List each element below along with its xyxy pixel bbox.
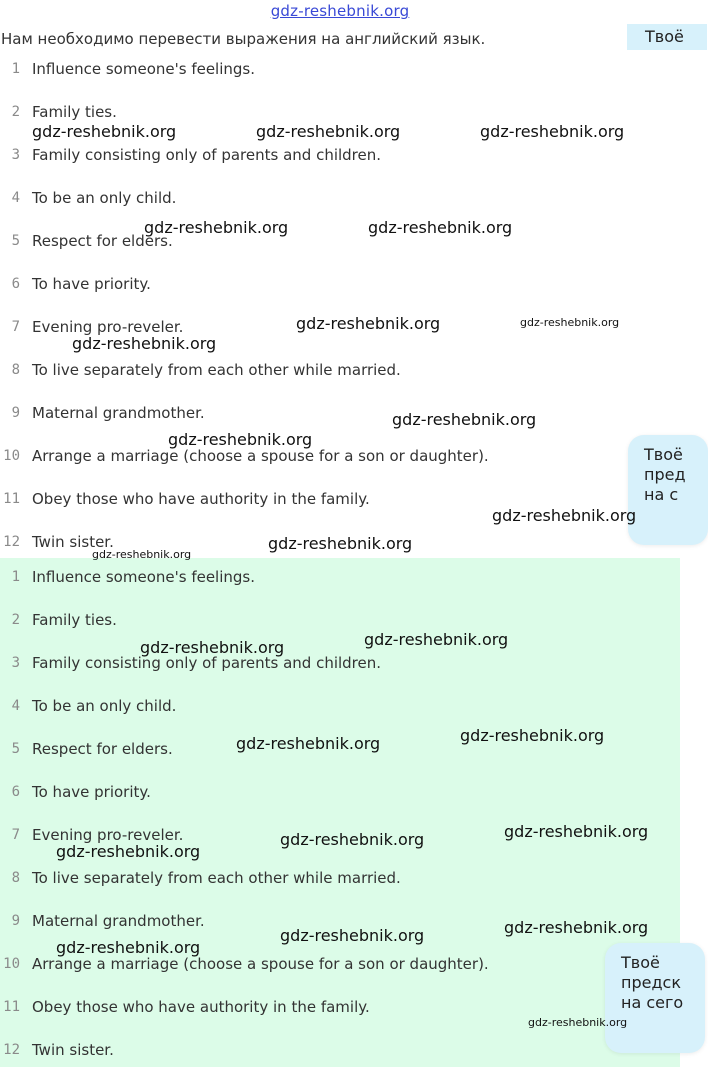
list-item [0, 644, 680, 687]
item-text: Twin sister. [32, 1041, 114, 1059]
item-text: Influence someone's feelings. [32, 568, 256, 586]
list-item [0, 773, 680, 816]
item-number: 3 [11, 655, 20, 671]
item-number: 4 [11, 190, 20, 206]
chat-bubble[interactable] [605, 943, 705, 1053]
watermark: gdz-reshebnik.org [268, 534, 413, 553]
list-item [0, 221, 680, 264]
task-instruction: Нам необходимо перевести выражения на английский язык. [1, 30, 486, 48]
chat-bubble[interactable] [628, 435, 708, 545]
item-text: Obey those who have authority in the family. [32, 490, 370, 508]
item-text: To be an only child. [32, 189, 177, 207]
list-item [0, 1031, 680, 1074]
bubble-line: пред [644, 465, 686, 484]
item-number: 10 [3, 448, 20, 464]
item-number: 4 [11, 698, 20, 714]
watermark: gdz-reshebnik.org [392, 410, 537, 429]
item-text: Influence someone's feelings. [32, 60, 256, 78]
list-item [0, 393, 680, 436]
bubble-line: на с [644, 485, 679, 504]
watermark: gdz-reshebnik.org [256, 122, 401, 141]
list-item [0, 264, 680, 307]
item-text: Maternal grandmother. [32, 404, 205, 422]
item-text: Evening pro-reveler. [32, 826, 184, 844]
site-watermark-link[interactable]: gdz-reshebnik.org [270, 2, 410, 20]
watermark: gdz-reshebnik.org [56, 842, 201, 861]
item-number: 11 [3, 491, 20, 507]
watermark: gdz-reshebnik.org [72, 334, 217, 353]
watermark: gdz-reshebnik.org [520, 316, 620, 329]
item-number: 5 [11, 233, 20, 249]
item-text: To live separately from each other while married. [32, 869, 401, 887]
watermark: gdz-reshebnik.org [364, 630, 509, 649]
list-item [0, 178, 680, 221]
item-number: 10 [3, 956, 20, 972]
watermark: gdz-reshebnik.org [460, 726, 605, 745]
item-number: 3 [11, 147, 20, 163]
list-item [0, 436, 680, 479]
item-text: Family consisting only of parents and children. [32, 146, 382, 164]
watermark: gdz-reshebnik.org [168, 430, 313, 449]
list-item [0, 135, 680, 178]
item-text: To have priority. [32, 275, 151, 293]
item-text: Family ties. [32, 103, 117, 121]
item-text: Evening pro-reveler. [32, 318, 184, 336]
watermark: gdz-reshebnik.org [92, 548, 192, 561]
bubble-line: предск [621, 973, 681, 992]
item-number: 6 [11, 276, 20, 292]
item-number: 8 [11, 870, 20, 886]
item-text: Arrange a marriage (choose a spouse for a son or daughter). [32, 955, 489, 973]
item-number: 5 [11, 741, 20, 757]
bubble-line: Твоё [621, 953, 660, 972]
item-text: To be an only child. [32, 697, 177, 715]
bubble-line: Твоё [644, 445, 683, 464]
item-number: 12 [3, 1042, 20, 1058]
watermark: gdz-reshebnik.org [140, 638, 285, 657]
item-number: 2 [11, 612, 20, 628]
bubble-line: на сего [621, 993, 684, 1012]
side-tab[interactable]: Твоё [627, 24, 707, 50]
item-text: Maternal grandmother. [32, 912, 205, 930]
watermark: gdz-reshebnik.org [280, 830, 425, 849]
watermark: gdz-reshebnik.org [528, 1016, 628, 1029]
item-number: 7 [11, 319, 20, 335]
item-text: Family ties. [32, 611, 117, 629]
watermark: gdz-reshebnik.org [296, 314, 441, 333]
list-item [0, 558, 680, 601]
list-item [0, 350, 680, 393]
item-number: 12 [3, 534, 20, 550]
watermark: gdz-reshebnik.org [504, 822, 649, 841]
list-item [0, 601, 680, 644]
item-number: 2 [11, 104, 20, 120]
item-number: 7 [11, 827, 20, 843]
watermark: gdz-reshebnik.org [144, 218, 289, 237]
item-text: Arrange a marriage (choose a spouse for a son or daughter). [32, 447, 489, 465]
watermark: gdz-reshebnik.org [56, 938, 201, 957]
list-item [0, 859, 680, 902]
item-number: 1 [11, 61, 20, 77]
item-text: Respect for elders. [32, 232, 173, 250]
watermark: gdz-reshebnik.org [480, 122, 625, 141]
item-text: Obey those who have authority in the family. [32, 998, 370, 1016]
watermark: gdz-reshebnik.org [492, 506, 637, 525]
item-number: 1 [11, 569, 20, 585]
item-number: 9 [11, 405, 20, 421]
list-item [0, 687, 680, 730]
item-text: Family consisting only of parents and children. [32, 654, 382, 672]
item-number: 11 [3, 999, 20, 1015]
watermark: gdz-reshebnik.org [280, 926, 425, 945]
watermark: gdz-reshebnik.org [236, 734, 381, 753]
answer-list [0, 558, 680, 1067]
watermark: gdz-reshebnik.org [368, 218, 513, 237]
item-number: 9 [11, 913, 20, 929]
item-text: To live separately from each other while married. [32, 361, 401, 379]
item-text: Twin sister. [32, 533, 114, 551]
item-text: Respect for elders. [32, 740, 173, 758]
watermark: gdz-reshebnik.org [32, 122, 177, 141]
watermark: gdz-reshebnik.org [504, 918, 649, 937]
item-text: To have priority. [32, 783, 151, 801]
list-item [0, 49, 680, 92]
item-number: 6 [11, 784, 20, 800]
item-number: 8 [11, 362, 20, 378]
